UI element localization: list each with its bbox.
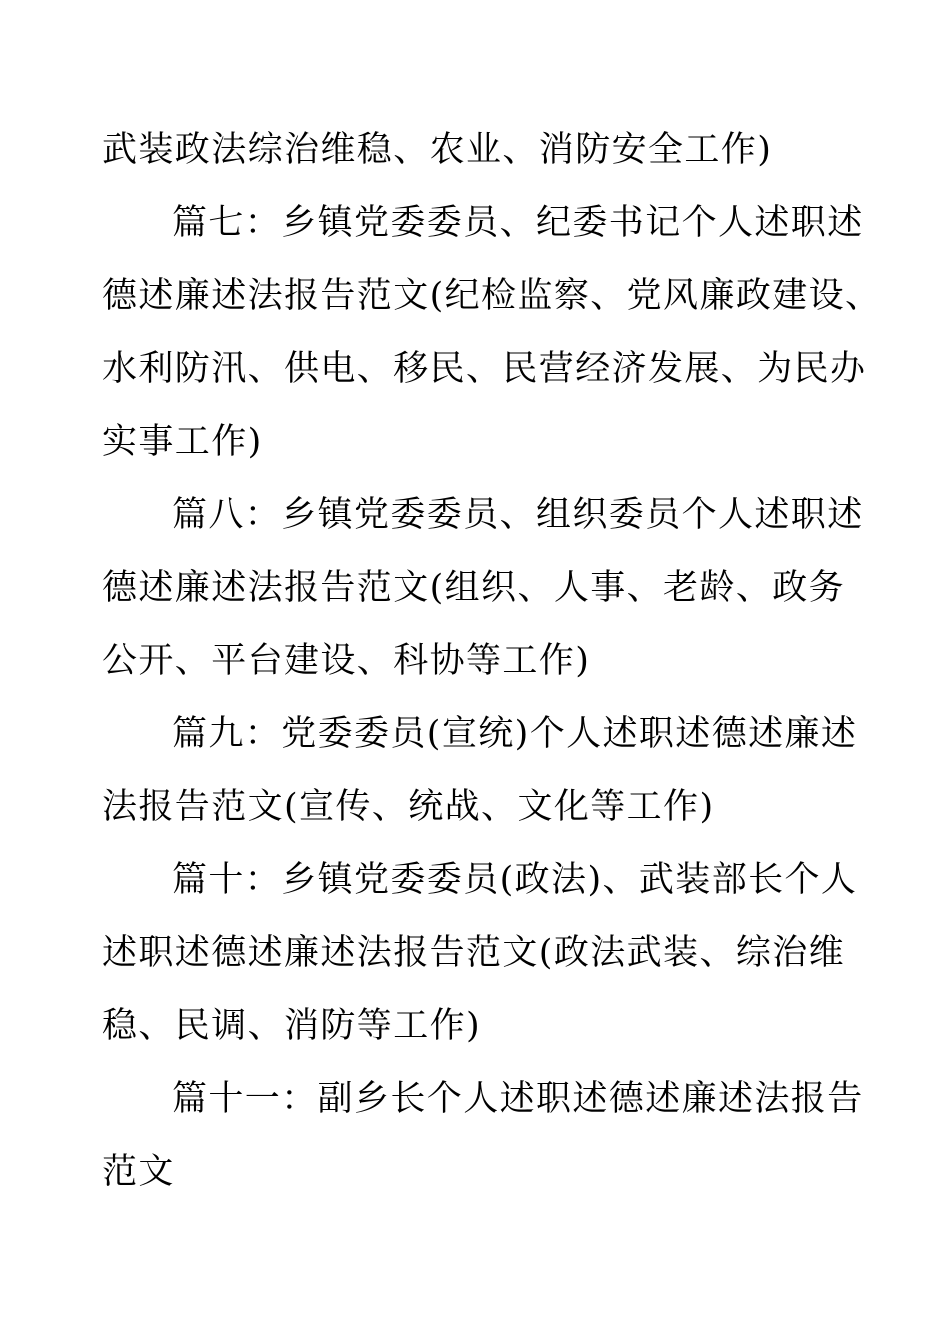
text-line: 述职述德述廉述法报告范文(政法武装、综治维 — [102, 933, 846, 973]
text-line: 水利防汛、供电、移民、民营经济发展、为民办 — [102, 349, 867, 389]
text-line: 篇八：乡镇党委委员、组织委员个人述职述 — [172, 495, 864, 535]
text-line: 武装政法综治维稳、农业、消防安全工作) — [102, 130, 773, 170]
text-line: 稳、民调、消防等工作) — [102, 1006, 482, 1046]
text-line: 德述廉述法报告范文(纪检监察、党风廉政建设、 — [102, 276, 882, 316]
text-line: 篇七：乡镇党委委员、纪委书记个人述职述 — [172, 203, 864, 243]
text-line: 篇十一：副乡长个人述职述德述廉述法报告 — [172, 1079, 864, 1119]
text-line: 法报告范文(宣传、统战、文化等工作) — [102, 787, 715, 827]
text-line: 实事工作) — [102, 422, 263, 462]
text-line: 篇十：乡镇党委委员(政法)、武装部长个人 — [172, 860, 858, 900]
text-line: 范文 — [102, 1152, 175, 1192]
text-line: 公开、平台建设、科协等工作) — [102, 641, 591, 681]
text-line: 德述廉述法报告范文(组织、人事、老龄、政务 — [102, 568, 846, 608]
text-line: 篇九：党委委员(宣统)个人述职述德述廉述 — [172, 714, 858, 754]
